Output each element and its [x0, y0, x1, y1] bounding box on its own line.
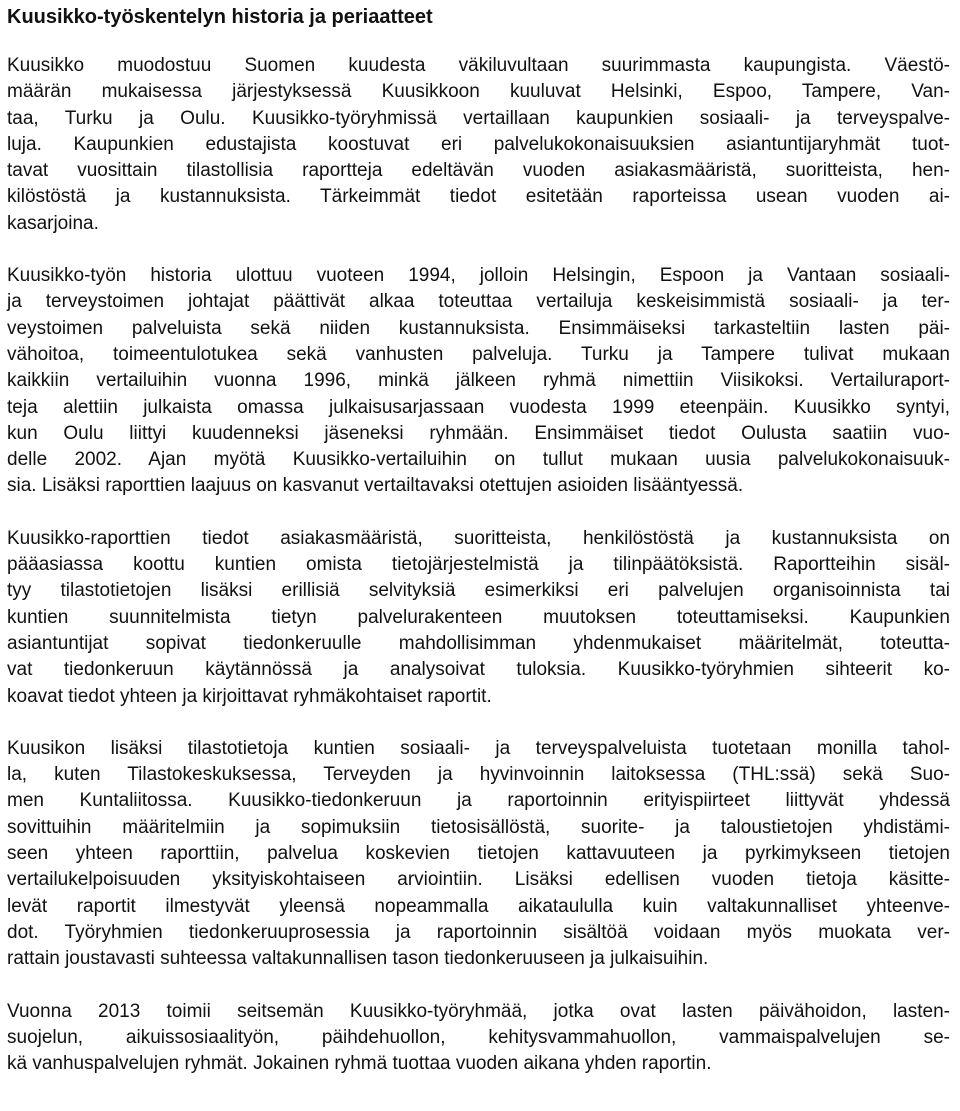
- text-line: vat tiedonkeruun käytännössä ja analysoivat tuloksia. Kuusikko-työryhmien sihteerit ko-: [7, 659, 950, 681]
- text-line: rattain joustavasti suhteessa valtakunnallisen tason tiedonkeruuseen ja julkaisuihin.: [7, 948, 709, 970]
- text-line: men Kuntaliitossa. Kuusikko-tiedonkeruun ja raportoinnin erityispiirteet liittyvät yhdessä: [7, 790, 950, 812]
- text-line: kasarjoina.: [7, 212, 99, 234]
- text-line: määrän mukaisessa järjestyksessä Kuusikkoon kuuluvat Helsinki, Espoo, Tampere, Van-: [7, 81, 950, 103]
- text-line: sia. Lisäksi raporttien laajuus on kasvanut vertailtavaksi otettujen asioiden lisääntyessä.: [7, 475, 744, 497]
- text-line: sovittuihin määritelmiin ja sopimuksiin tietosisällöstä, suorite- ja taloustietojen yhdistämi-: [7, 816, 950, 838]
- text-line: kä vanhuspalvelujen ryhmät. Jokainen ryhmä tuottaa vuoden aikana yhden raportin.: [7, 1053, 712, 1075]
- text-line: ja terveystoimen johtajat päättivät alkaa toteuttaa vertailuja keskeisimmistä sosiaali- ja ter-: [7, 291, 950, 313]
- text-line: vähoitoa, toimeentulotukea sekä vanhusten palveluja. Turku ja Tampere tulivat mukaan: [7, 343, 950, 365]
- text-line: koavat tiedot yhteen ja kirjoittavat ryhmäkohtaiset raportit.: [7, 685, 492, 707]
- text-line: tyy tilastotietojen lisäksi erillisiä selvityksiä esimerkiksi eri palvelujen organisoinnista tai: [7, 580, 950, 602]
- text-line: veystoimen palveluista sekä niiden kustannuksista. Ensimmäiseksi tarkasteltiin lasten päi-: [7, 317, 950, 339]
- text-line: teja alettiin julkaista omassa julkaisusarjassaan vuodesta 1999 eteenpäin. Kuusikko syntyi,: [7, 396, 950, 418]
- text-line: kuntien suunnitelmista tietyn palvelurakenteen muutoksen toteuttamiseksi. Kaupunkien: [7, 606, 950, 628]
- text-line: levät raportit ilmestyvät yleensä nopeammalla aikataululla kuin valtakunnalliset yhteenve-: [7, 895, 950, 917]
- paragraph-comparison: [7, 736, 950, 973]
- text-line: Kuusikon lisäksi tilastotietoja kuntien sosiaali- ja terveyspalveluista tuotetaan monilla tahol-: [7, 737, 950, 759]
- text-line: seen yhteen raporttiin, palvelua koskevien tietojen kattavuuteen ja pyrkimykseen tietojen: [7, 843, 950, 865]
- text-line: Kuusikko-työn historia ulottuu vuoteen 1994, jolloin Helsingin, Espoon ja Vantaan sosiaali-: [7, 265, 950, 287]
- text-line: kilöstöstä ja kustannuksista. Tärkeimmät tiedot esitetään raporteissa usean vuoden ai-: [7, 186, 950, 208]
- text-line: kaikkiin vertailuihin vuonna 1996, minkä jälkeen ryhmä nimettiin Viisikoksi. Vertailuraport-: [7, 370, 950, 392]
- text-line: Kuusikko muodostuu Suomen kuudesta väkiluvultaan suurimmasta kaupungista. Väestö-: [7, 55, 950, 76]
- text-line: Kuusikko-raporttien tiedot asiakasmääristä, suoritteista, henkilöstöstä ja kustannuksista on: [7, 527, 950, 549]
- text-line: dot. Työryhmien tiedonkeruuprosessia ja raportoinnin sisältöä voidaan myös muokata ver-: [7, 921, 950, 943]
- paragraph-history: [7, 263, 950, 500]
- text-line: delle 2002. Ajan myötä Kuusikko-vertailuihin on tullut mukaan uusia palvelukokonaisuuk-: [7, 449, 950, 471]
- text-line: tavat vuosittain tilastollisia raportteja edeltävän vuoden asiakasmääristä, suoritteista, hen-: [7, 160, 950, 182]
- text-line: pääasiassa koottu kuntien omista tietojärjestelmistä ja tilinpäätöksistä. Raportteihin sisäl-: [7, 554, 950, 576]
- paragraph-workgroups-2013: [7, 999, 950, 1078]
- text-line: luja. Kaupunkien edustajista koostuvat eri palvelukokonaisuuksien asiantuntijaryhmät tuot-: [7, 133, 950, 155]
- text-line: vertailukelpoisuuden yksityiskohtaiseen arviointiin. Lisäksi edellisen vuoden tietoja käsitte-: [7, 869, 950, 891]
- text-line: la, kuten Tilastokeskuksessa, Terveyden ja hyvinvoinnin laitoksessa (THL:ssä) sekä Suo-: [7, 764, 950, 786]
- page-title: Kuusikko-työskentelyn historia ja periaatteet: [7, 6, 433, 28]
- paragraph-data-sources: [7, 526, 950, 710]
- text-line: suojelun, aikuissosiaalityön, päihdehuollon, kehitysvammahuollon, vammaispalvelujen se-: [7, 1026, 950, 1048]
- text-line: Vuonna 2013 toimii seitsemän Kuusikko-työryhmää, jotka ovat lasten päivähoidon, lasten-: [7, 1000, 950, 1022]
- text-line: asiantuntijat sopivat tiedonkeruulle mahdollisimman yhdenmukaiset määritelmät, toteutta-: [7, 632, 950, 654]
- text-line: taa, Turku ja Oulu. Kuusikko-työryhmissä vertaillaan kaupunkien sosiaali- ja terveyspalve-: [7, 107, 950, 129]
- paragraph-intro: [7, 53, 950, 237]
- text-line: kun Oulu liittyi kuudenneksi jäseneksi ryhmään. Ensimmäiset tiedot Oulusta saatiin vuo-: [7, 422, 950, 444]
